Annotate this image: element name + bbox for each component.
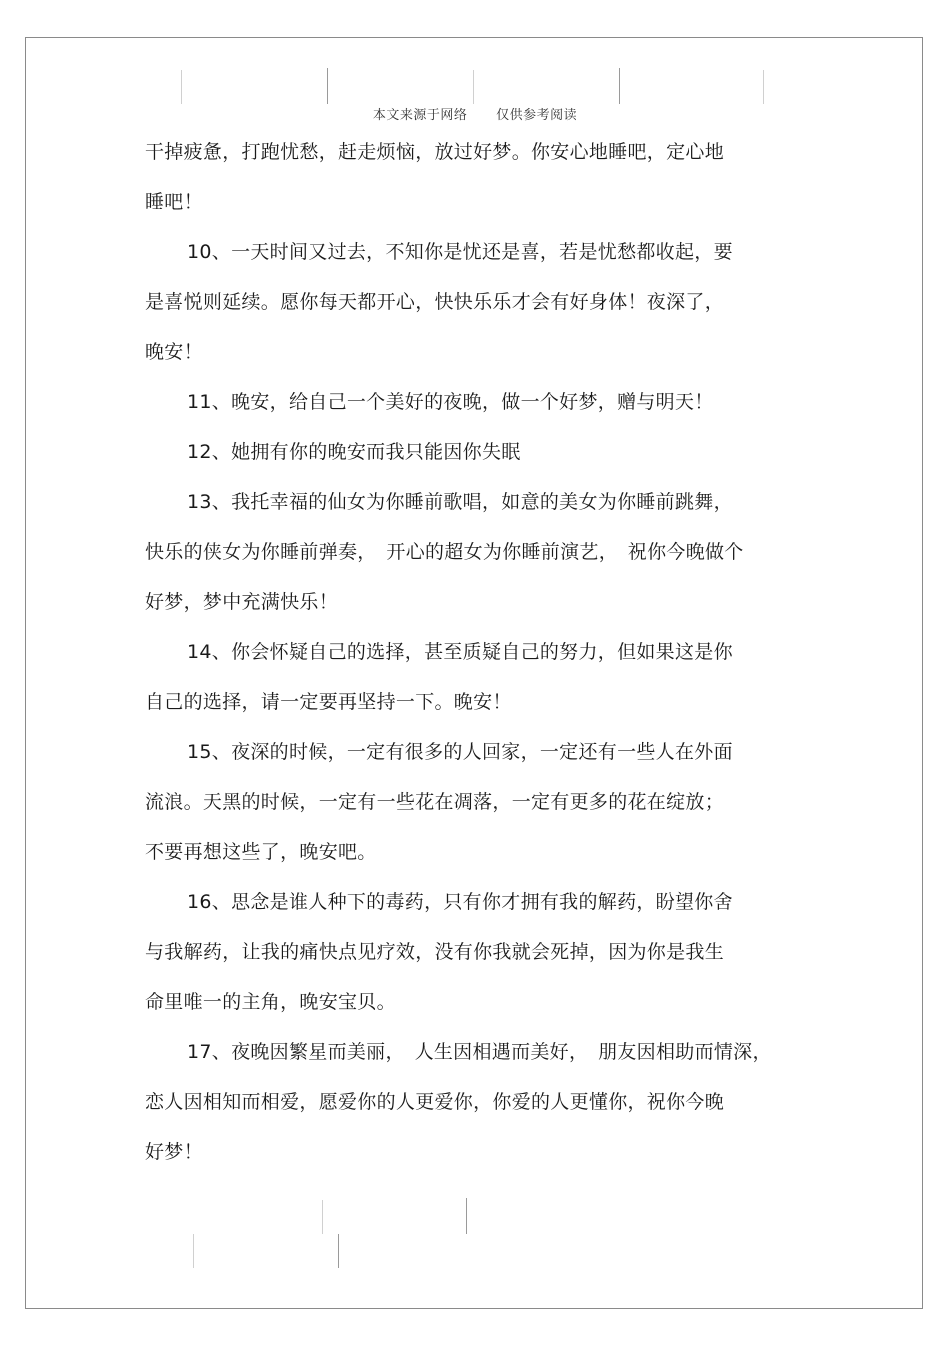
bottom-divider-2 xyxy=(466,1198,467,1234)
text-line: 好梦，梦中充满快乐！ xyxy=(145,591,339,613)
header-note xyxy=(0,104,950,123)
text-line: 恋人因相知而相爱，愿爱你的人更爱你，你爱的人更懂你，祝你今晚 xyxy=(145,1091,725,1113)
text-line: 12、她拥有你的晚安而我只能因你失眠 xyxy=(187,441,521,463)
document-body xyxy=(145,127,805,1177)
source-note: 本文来源于网络 xyxy=(372,108,468,123)
top-divider-4 xyxy=(619,68,620,104)
text-line: 睡吧！ xyxy=(145,191,203,213)
text-line: 自己的选择，请一定要再坚持一下。晚安！ xyxy=(145,691,512,713)
text-line: 11、晚安，给自己一个美好的夜晚，做一个好梦，赠与明天！ xyxy=(187,391,714,413)
text-line: 快乐的侠女为你睡前弹奏， 开心的超女为你睡前演艺， 祝你今晚做个 xyxy=(145,541,744,563)
bottom-divider-4 xyxy=(338,1234,339,1268)
text-line: 10、一天时间又过去，不知你是忧还是喜，若是忧愁都收起，要 xyxy=(187,241,733,263)
text-line: 命里唯一的主角，晚安宝贝。 xyxy=(145,991,396,1013)
text-line: 流浪。天黑的时候，一定有一些花在凋落，一定有更多的花在绽放； xyxy=(145,791,725,813)
text-line: 17、夜晚因繁星而美丽， 人生因相遇而美好， 朋友因相助而情深， xyxy=(187,1041,772,1063)
text-line: 15、夜深的时候，一定有很多的人回家，一定还有一些人在外面 xyxy=(187,741,733,763)
bottom-divider-3 xyxy=(193,1234,194,1268)
text-line: 干掉疲惫，打跑忧愁，赶走烦恼，放过好梦。你安心地睡吧，定心地 xyxy=(145,141,725,163)
top-divider-2 xyxy=(327,68,328,104)
text-line: 晚安！ xyxy=(145,341,203,363)
top-divider-5 xyxy=(763,70,764,104)
text-line: 13、我托幸福的仙女为你睡前歌唱，如意的美女为你睡前跳舞， xyxy=(187,491,733,513)
text-line: 16、思念是谁人种下的毒药，只有你才拥有我的解药，盼望你舍 xyxy=(187,891,733,913)
text-line: 好梦！ xyxy=(145,1141,203,1163)
text-line: 不要再想这些了，晚安吧。 xyxy=(145,841,377,863)
text-line: 14、你会怀疑自己的选择，甚至质疑自己的努力，但如果这是你 xyxy=(187,641,733,663)
bottom-divider-1 xyxy=(322,1200,323,1234)
reference-note: 仅供参考阅读 xyxy=(496,108,578,123)
text-line: 是喜悦则延续。愿你每天都开心，快快乐乐才会有好身体！夜深了， xyxy=(145,291,725,313)
top-divider-1 xyxy=(181,70,182,104)
text-line: 与我解药，让我的痛快点见疗效，没有你我就会死掉，因为你是我生 xyxy=(145,941,725,963)
top-divider-3 xyxy=(473,70,474,104)
